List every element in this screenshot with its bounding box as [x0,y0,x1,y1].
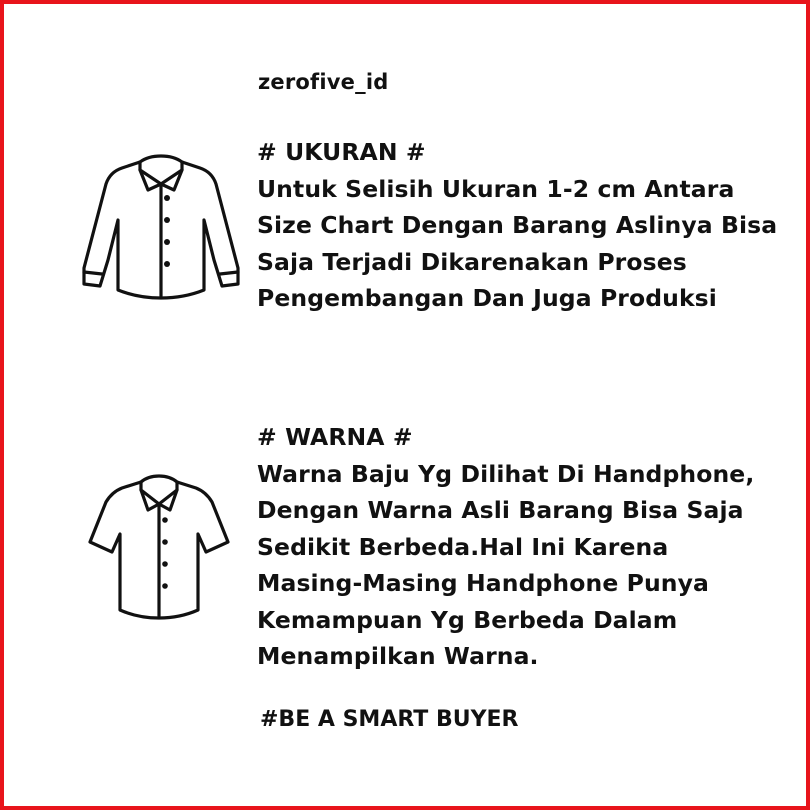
short-sleeve-shirt-icon [86,472,232,622]
warna-line: Kemampuan Yg Berbeda Dalam [257,605,678,634]
ukuran-line: Pengembangan Dan Juga Produksi [257,284,717,312]
ukuran-section [257,134,777,317]
warna-heading: # WARNA # [257,423,413,451]
warna-line: Sedikit Berbeda.Hal Ini Karena [257,532,669,561]
warna-line: Warna Baju Yg Dilihat Di Handphone, [257,459,755,488]
ukuran-heading: # UKURAN # [257,138,426,166]
brand-name: zerofive_id [258,70,389,94]
warna-line: Masing-Masing Handphone Punya [257,569,709,597]
warna-line: Dengan Warna Asli Barang Bisa Saja [257,496,744,524]
ukuran-line: Saja Terjadi Dikarenakan Proses [257,247,687,276]
warna-section [257,419,754,675]
ukuran-line: Size Chart Dengan Barang Aslinya Bisa [257,211,778,239]
footer-tagline: #BE A SMART BUYER [260,707,519,732]
warna-line: Menampilkan Warna. [257,642,539,670]
long-sleeve-shirt-icon [78,150,244,304]
ukuran-line: Untuk Selisih Ukuran 1-2 cm Antara [257,174,735,203]
